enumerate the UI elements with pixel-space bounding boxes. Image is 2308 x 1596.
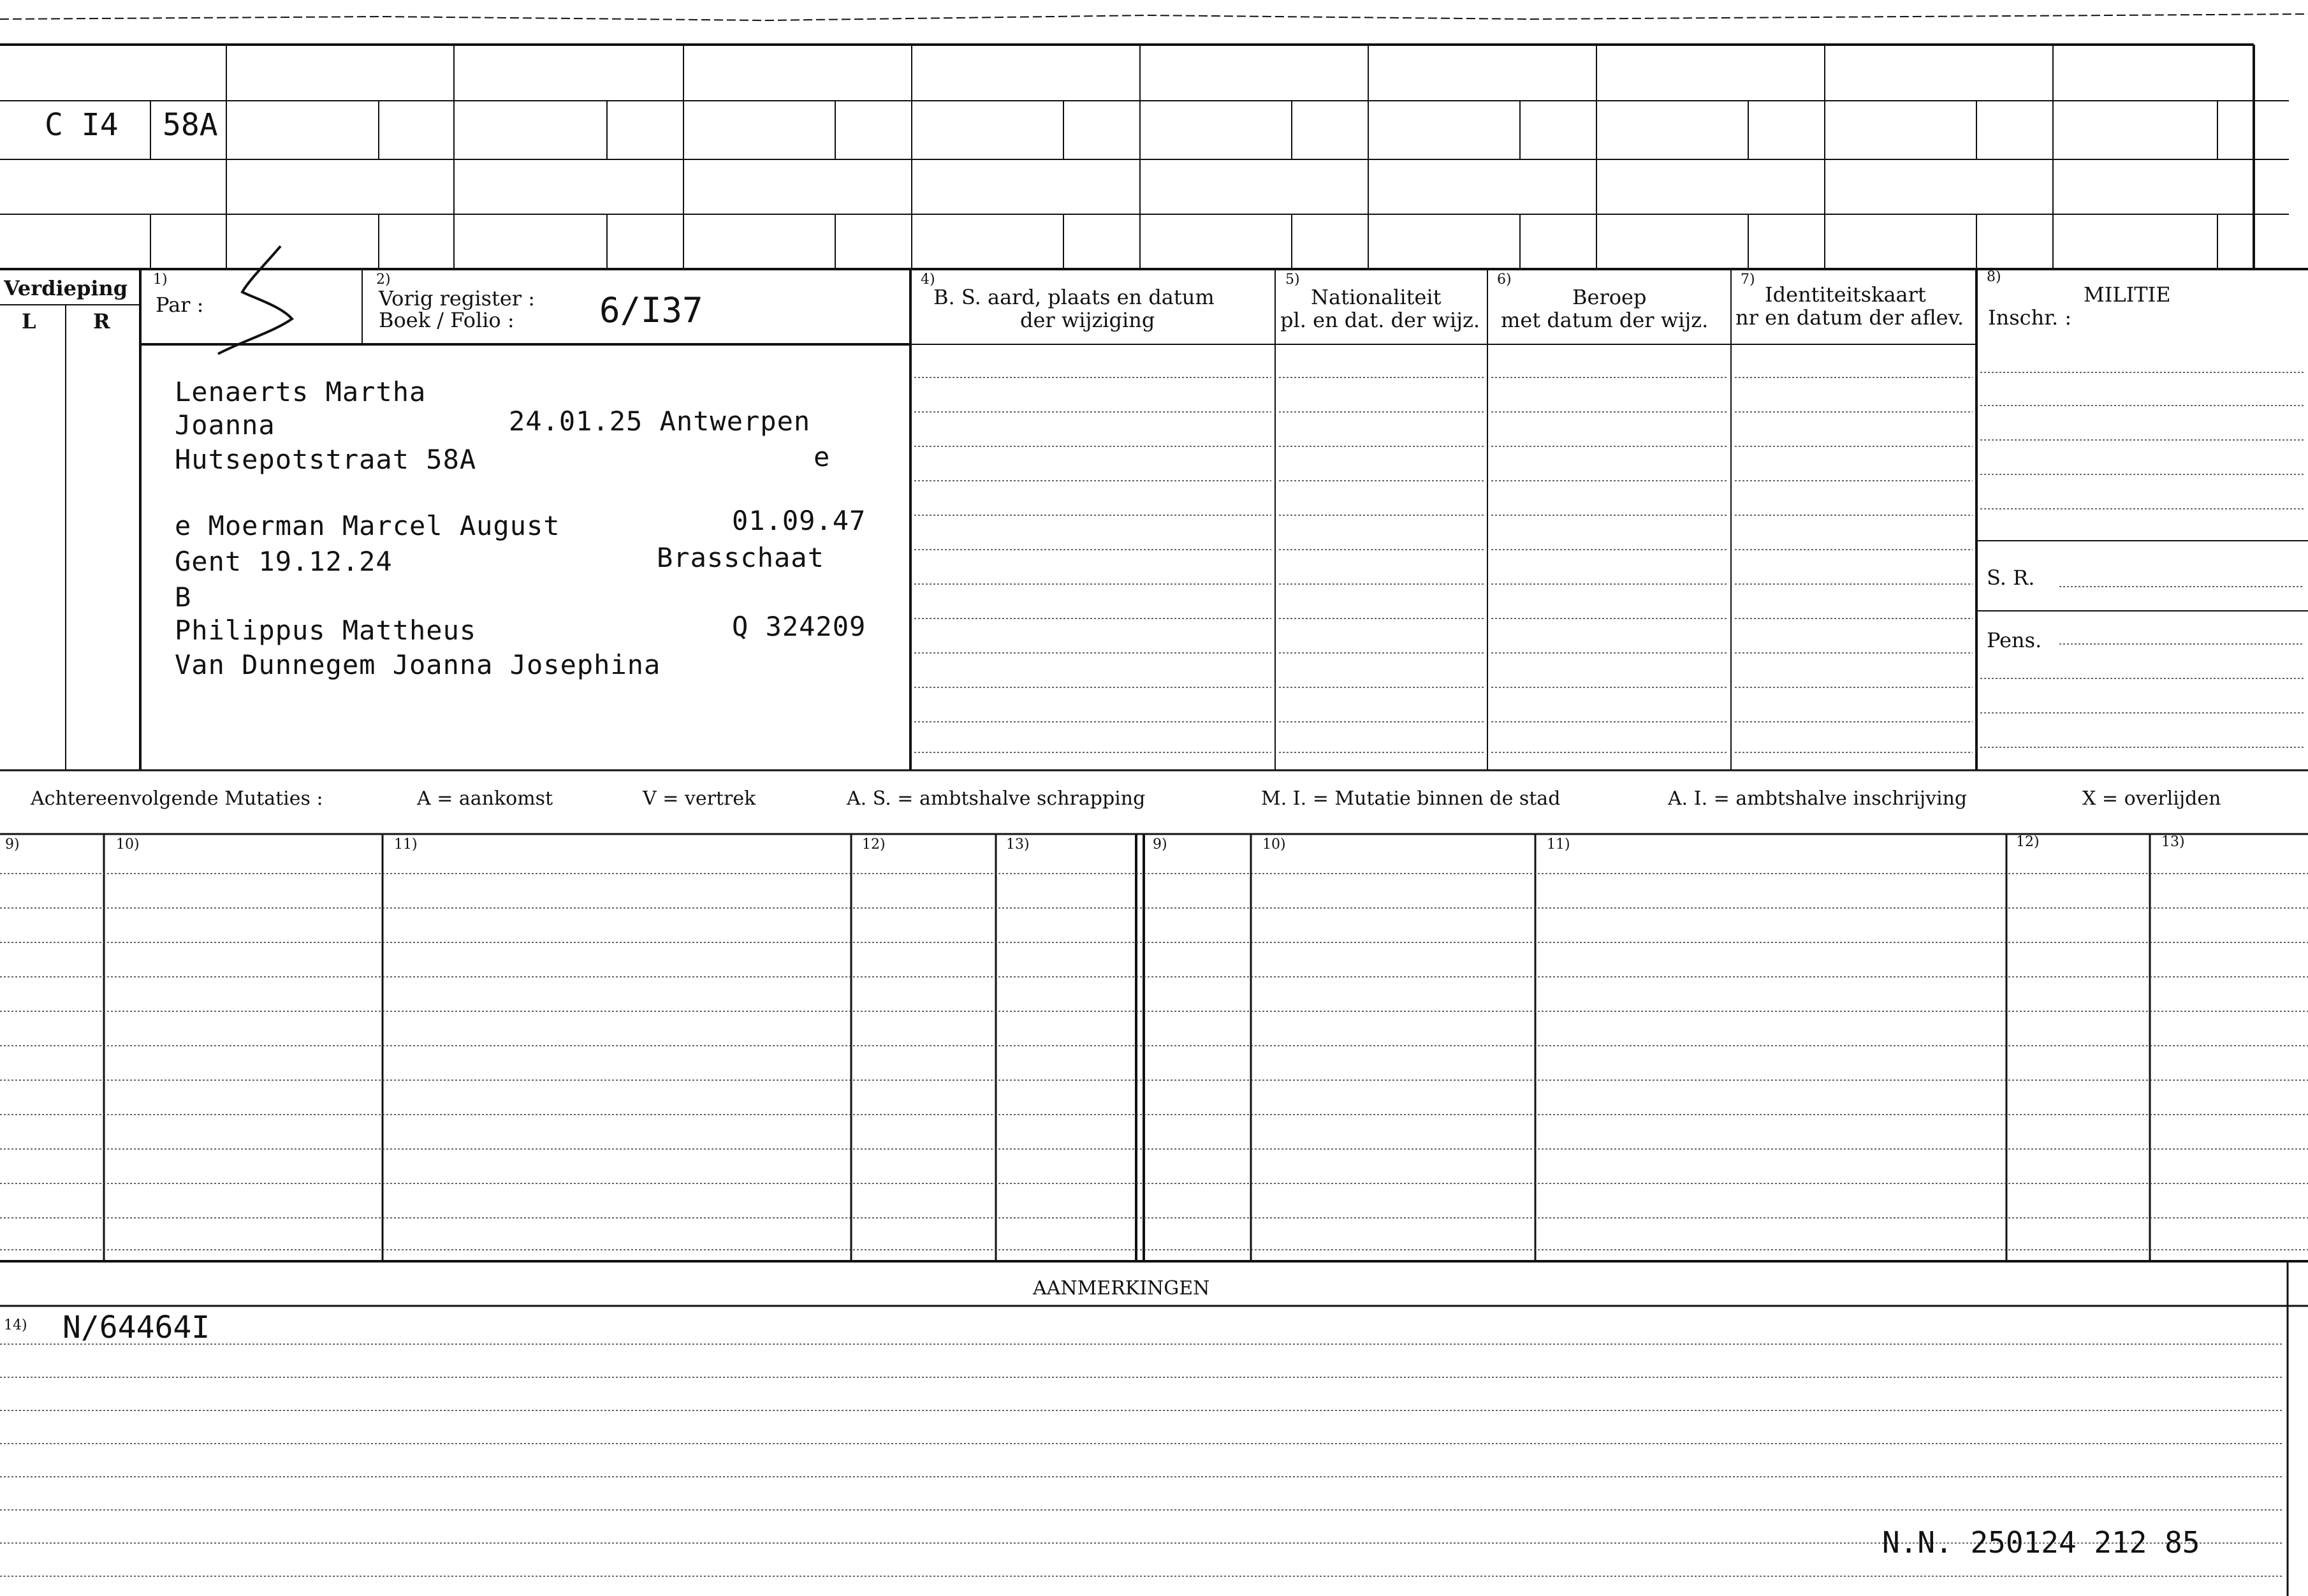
legend-aankomst: A = aankomst xyxy=(417,787,553,810)
legend-ambtshalve-schrapping: A. S. = ambtshalve schrapping xyxy=(847,787,1146,810)
nationaliteit-subheader: pl. en dat. der wijz. xyxy=(1280,308,1480,332)
mutatie-col-10-left: 10) xyxy=(116,837,140,853)
register-code: C I4 xyxy=(45,107,119,143)
e-mark: e xyxy=(814,441,831,472)
identiteitskaart-subheader: nr en datum der aflev. xyxy=(1735,305,1964,330)
identiteitskaart-header: Identiteitskaart xyxy=(1765,282,1926,307)
mutatie-col-11-right: 11) xyxy=(1547,837,1570,853)
remark-reference: N/64464I xyxy=(62,1310,210,1345)
boek-folio-label: Boek / Folio : xyxy=(379,308,515,332)
field-number-2: 2) xyxy=(376,272,391,288)
mutatie-col-12-right: 12) xyxy=(2016,834,2040,850)
bs-header-line1: B. S. aard, plaats en datum xyxy=(933,285,1215,309)
vorig-register-label: Vorig register : xyxy=(379,286,536,311)
marriage-date: 01.09.47 xyxy=(732,505,866,536)
mutatie-col-11-left: 11) xyxy=(394,837,418,853)
beroep-subheader: met datum der wijz. xyxy=(1501,308,1709,332)
person-second-name: Joanna xyxy=(175,409,275,441)
mutatie-col-9-left: 9) xyxy=(5,837,20,853)
field-number-1: 1) xyxy=(153,272,168,288)
birth-date-place: 24.01.25 Antwerpen xyxy=(509,406,811,437)
mutatie-col-12-left: 12) xyxy=(862,837,886,853)
address: Hutsepotstraat 58A xyxy=(175,444,477,475)
bs-header-line2: der wijziging xyxy=(1020,308,1155,332)
marriage-place: Brasschaat xyxy=(657,542,824,573)
person-name: Lenaerts Martha xyxy=(175,376,427,407)
spouse-name: e Moerman Marcel August xyxy=(175,510,560,541)
mutatie-col-13-left: 13) xyxy=(1006,837,1030,853)
verdieping-left: L xyxy=(22,309,36,333)
verdieping-label: Verdieping xyxy=(4,276,128,300)
field-number-6: 6) xyxy=(1497,272,1512,288)
militie-header: MILITIE xyxy=(2084,282,2171,307)
legend-ambtshalve-inschrijving: A. I. = ambtshalve inschrijving xyxy=(1668,787,1968,810)
spouse-birth: Gent 19.12.24 xyxy=(175,546,393,577)
nationaliteit-header: Nationaliteit xyxy=(1311,285,1442,309)
mutatie-col-13-right: 13) xyxy=(2161,834,2185,850)
national-number: N.N. 250124 212 85 xyxy=(1882,1525,2200,1560)
field-number-14: 14) xyxy=(4,1317,27,1333)
verdieping-right: R xyxy=(93,309,110,333)
field-number-4: 4) xyxy=(921,272,935,288)
remarks-title: AANMERKINGEN xyxy=(1033,1277,1210,1299)
mutatie-col-9-right: 9) xyxy=(1153,837,1167,853)
mutatie-col-10-right: 10) xyxy=(1262,837,1286,853)
inschr-label: Inschr. : xyxy=(1988,305,2072,330)
legend-overlijden: X = overlijden xyxy=(2082,787,2221,810)
boek-folio-value: 6/I37 xyxy=(599,290,703,330)
mutaties-title: Achtereenvolgende Mutaties : xyxy=(31,787,323,810)
field-number-8: 8) xyxy=(1987,269,2001,285)
house-number: 58A xyxy=(163,107,218,143)
field-number-5: 5) xyxy=(1285,272,1300,288)
field-number-7: 7) xyxy=(1741,272,1755,288)
par-label: Par : xyxy=(156,293,204,317)
pens-label: Pens. xyxy=(1987,628,2042,652)
beroep-header: Beroep xyxy=(1572,285,1647,309)
handwritten-par-mark xyxy=(218,246,292,354)
mother-name: Van Dunnegem Joanna Josephina xyxy=(175,649,661,680)
legend-mutatie-binnen-stad: M. I. = Mutatie binnen de stad xyxy=(1261,787,1561,810)
father-name: Philippus Mattheus xyxy=(175,615,477,646)
sr-label: S. R. xyxy=(1987,566,2035,590)
nationality-code: B xyxy=(175,582,192,613)
identity-card-number: Q 324209 xyxy=(732,611,866,642)
legend-vertrek: V = vertrek xyxy=(643,787,756,810)
